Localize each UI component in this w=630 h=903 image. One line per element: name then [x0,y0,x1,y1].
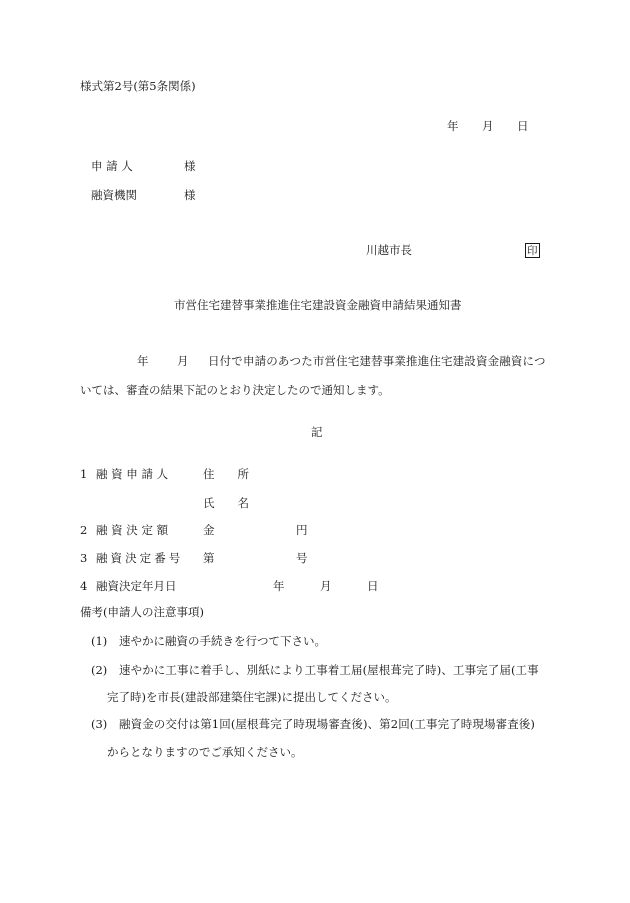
seal-label: 印 [527,245,538,257]
notes-heading: 備考(申請人の注意事項) [80,605,204,619]
note2-number: (2) [91,663,108,677]
note3-number: (3) [91,717,108,731]
item2-label: 融 資 決 定 額 [96,523,169,537]
addressee-applicant-label: 申 請 人 [91,159,133,173]
date-day: 日 [517,119,529,133]
date-year: 年 [447,119,459,133]
item1-label: 融 資 申 請 人 [96,467,169,481]
item3-unit: 号 [296,551,308,565]
date-month: 月 [482,119,494,133]
issuer-name: 川越市長 [366,243,412,257]
item2-prefix: 金 [203,523,215,537]
note1-text: 速やかに融資の手続きを行つて下さい。 [119,634,326,648]
addressee-lender-label: 融資機関 [91,188,137,202]
item1-name-label: 氏 名 [203,496,249,510]
body-year: 年 [137,354,149,368]
item4-number: 4 [80,579,88,593]
addressee-applicant-suffix: 様 [184,159,196,173]
note1-number: (1) [91,634,108,648]
item4-day: 日 [367,579,379,593]
body-line-1: 日付で申請のあつた市営住宅建替事業推進住宅建設資金融資につ [208,354,546,368]
item4-month: 月 [320,579,332,593]
item3-number: 3 [80,551,88,565]
note3-text-line1: 融資金の交付は第1回(屋根葺完了時現場審査後)、第2回(工事完了時現場審査後) [119,717,535,731]
ki-heading: 記 [311,425,323,439]
note2-text-line2: 完了時)を市長(建設部建築住宅課)に提出してください。 [107,690,397,704]
seal-mark [525,243,540,258]
note3-text-line2: からとなりますのでご承知ください。 [107,745,303,759]
addressee-lender-suffix: 様 [184,188,196,202]
item2-unit: 円 [296,523,308,537]
document-title: 市営住宅建替事業推進住宅建設資金融資申請結果通知書 [174,298,462,312]
item4-year: 年 [273,579,285,593]
item4-label: 融資決定年月日 [96,579,177,593]
item3-label: 融 資 決 定 番 号 [96,551,180,565]
form-label: 様式第2号(第5条関係) [80,79,196,93]
item2-number: 2 [80,523,88,537]
body-month: 月 [177,354,189,368]
item1-number: 1 [80,467,88,481]
item1-address-label: 住 所 [203,467,249,481]
note2-text-line1: 速やかに工事に着手し、別紙により工事着工届(屋根葺完了時)、工事完了届(工事 [119,663,539,677]
body-line-2: いては、審査の結果下記のとおり決定したので通知します。 [80,383,390,397]
item3-prefix: 第 [203,551,215,565]
